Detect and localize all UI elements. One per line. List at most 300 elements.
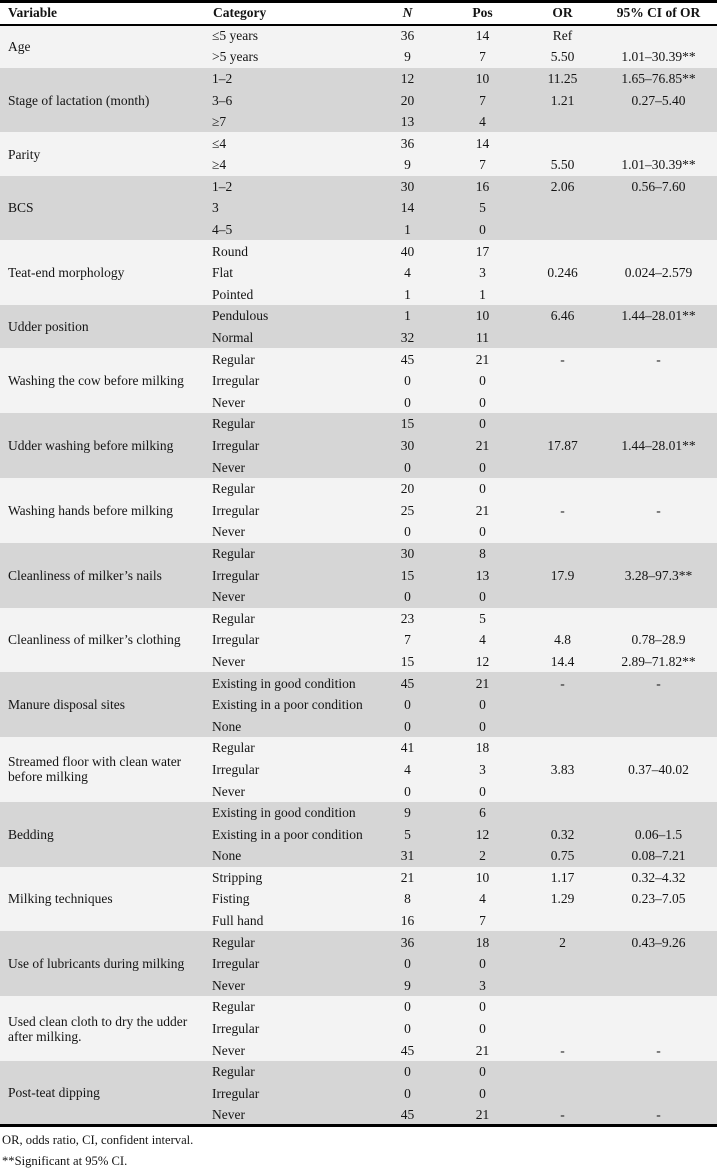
category-cell: Irregular — [205, 953, 375, 975]
variable-cell: Udder washing before milking — [0, 413, 205, 478]
or-cell — [525, 543, 600, 565]
ci-cell — [600, 737, 717, 759]
pos-cell: 21 — [440, 1039, 525, 1061]
category-cell: Irregular — [205, 629, 375, 651]
n-cell: 0 — [375, 716, 440, 738]
n-cell: 7 — [375, 629, 440, 651]
pos-cell: 3 — [440, 759, 525, 781]
table-row — [0, 413, 717, 435]
table-row — [0, 478, 717, 500]
footnote-abbreviations: OR, odds ratio, CI, confident interval. — [2, 1133, 194, 1148]
category-cell: 1–2 — [205, 176, 375, 198]
category-cell: Irregular — [205, 435, 375, 457]
table-head — [0, 2, 717, 25]
pos-cell: 0 — [440, 478, 525, 500]
n-cell: 0 — [375, 780, 440, 802]
category-cell: Existing in good condition — [205, 672, 375, 694]
ci-cell — [600, 1083, 717, 1105]
ci-cell — [600, 996, 717, 1018]
n-cell: 0 — [375, 586, 440, 608]
variable-cell: Cleanliness of milker’s clothing — [0, 608, 205, 673]
or-cell: 5.50 — [525, 46, 600, 68]
table-row — [0, 802, 717, 824]
pos-cell: 12 — [440, 823, 525, 845]
ci-cell — [600, 25, 717, 47]
variable-cell: Teat-end morphology — [0, 240, 205, 305]
variable-cell: Milking techniques — [0, 867, 205, 932]
pos-cell: 16 — [440, 176, 525, 198]
ci-cell — [600, 1061, 717, 1083]
category-cell: Never — [205, 651, 375, 673]
category-cell: Pendulous — [205, 305, 375, 327]
variable-cell: Age — [0, 25, 205, 68]
or-cell — [525, 219, 600, 241]
ci-cell: 0.08–7.21 — [600, 845, 717, 867]
ci-cell — [600, 219, 717, 241]
category-cell: Existing in a poor condition — [205, 694, 375, 716]
table-row — [0, 240, 717, 262]
table-row — [0, 68, 717, 90]
pos-cell: 1 — [440, 284, 525, 306]
or-cell: - — [525, 1104, 600, 1126]
pos-cell: 0 — [440, 219, 525, 241]
or-cell: 1.29 — [525, 888, 600, 910]
n-cell: 0 — [375, 694, 440, 716]
ci-cell: 2.89–71.82** — [600, 651, 717, 673]
ci-cell — [600, 608, 717, 630]
n-cell: 36 — [375, 25, 440, 47]
or-cell: 0.75 — [525, 845, 600, 867]
pos-cell: 18 — [440, 931, 525, 953]
category-cell: Never — [205, 456, 375, 478]
pos-cell: 4 — [440, 888, 525, 910]
pos-cell: 3 — [440, 262, 525, 284]
or-cell: 17.9 — [525, 564, 600, 586]
or-cell — [525, 521, 600, 543]
or-cell: - — [525, 672, 600, 694]
or-cell — [525, 1018, 600, 1040]
ci-cell — [600, 132, 717, 154]
pos-cell: 11 — [440, 327, 525, 349]
or-cell: - — [525, 1039, 600, 1061]
or-cell — [525, 1061, 600, 1083]
pos-cell: 21 — [440, 348, 525, 370]
category-cell: Regular — [205, 996, 375, 1018]
variable-cell: Post-teat dipping — [0, 1061, 205, 1126]
pos-cell: 0 — [440, 1018, 525, 1040]
ci-cell: 0.32–4.32 — [600, 867, 717, 889]
ci-cell — [600, 975, 717, 997]
pos-cell: 2 — [440, 845, 525, 867]
or-cell — [525, 413, 600, 435]
category-cell: 3 — [205, 197, 375, 219]
ci-cell — [600, 910, 717, 932]
n-cell: 0 — [375, 1061, 440, 1083]
pos-cell: 0 — [440, 996, 525, 1018]
pos-cell: 0 — [440, 413, 525, 435]
or-cell: 0.32 — [525, 823, 600, 845]
ci-cell: 0.78–28.9 — [600, 629, 717, 651]
or-cell — [525, 996, 600, 1018]
table-row — [0, 608, 717, 630]
pos-cell: 6 — [440, 802, 525, 824]
category-cell: Irregular — [205, 564, 375, 586]
or-cell: 2 — [525, 931, 600, 953]
n-cell: 9 — [375, 46, 440, 68]
n-cell: 12 — [375, 68, 440, 90]
or-cell: - — [525, 348, 600, 370]
n-cell: 0 — [375, 392, 440, 414]
category-cell: ≤5 years — [205, 25, 375, 47]
category-cell: ≤4 — [205, 132, 375, 154]
n-cell: 30 — [375, 543, 440, 565]
table-row — [0, 132, 717, 154]
pos-cell: 21 — [440, 672, 525, 694]
pos-cell: 7 — [440, 154, 525, 176]
ci-cell: - — [600, 672, 717, 694]
pos-cell: 14 — [440, 132, 525, 154]
pos-cell: 7 — [440, 89, 525, 111]
category-cell: Regular — [205, 348, 375, 370]
or-cell: - — [525, 500, 600, 522]
ci-cell — [600, 586, 717, 608]
n-cell: 5 — [375, 823, 440, 845]
n-cell: 1 — [375, 284, 440, 306]
column-header-category: Category — [205, 2, 375, 25]
ci-cell — [600, 694, 717, 716]
ci-cell: 0.43–9.26 — [600, 931, 717, 953]
pos-cell: 0 — [440, 694, 525, 716]
n-cell: 0 — [375, 953, 440, 975]
column-header-95-ci-of-or: 95% CI of OR — [600, 2, 717, 25]
n-cell: 9 — [375, 975, 440, 997]
table-row — [0, 931, 717, 953]
n-cell: 36 — [375, 132, 440, 154]
n-cell: 4 — [375, 759, 440, 781]
ci-cell: 0.024–2.579 — [600, 262, 717, 284]
ci-cell: 0.56–7.60 — [600, 176, 717, 198]
category-cell: Never — [205, 586, 375, 608]
category-cell: Regular — [205, 1061, 375, 1083]
or-cell — [525, 478, 600, 500]
or-cell: Ref — [525, 25, 600, 47]
ci-cell — [600, 240, 717, 262]
variable-cell: BCS — [0, 176, 205, 241]
n-cell: 0 — [375, 1083, 440, 1105]
pos-cell: 0 — [440, 1083, 525, 1105]
pos-cell: 5 — [440, 197, 525, 219]
n-cell: 1 — [375, 305, 440, 327]
ci-cell: 1.01–30.39** — [600, 46, 717, 68]
or-cell — [525, 197, 600, 219]
ci-cell: 1.44–28.01** — [600, 435, 717, 457]
pos-cell: 0 — [440, 780, 525, 802]
ci-cell — [600, 802, 717, 824]
or-cell — [525, 586, 600, 608]
footnote-significance: **Significant at 95% CI. — [2, 1153, 128, 1168]
category-cell: Regular — [205, 478, 375, 500]
pos-cell: 7 — [440, 46, 525, 68]
category-cell: Regular — [205, 931, 375, 953]
n-cell: 31 — [375, 845, 440, 867]
n-cell: 20 — [375, 478, 440, 500]
or-cell — [525, 370, 600, 392]
ci-cell: 1.65–76.85** — [600, 68, 717, 90]
category-cell: Regular — [205, 413, 375, 435]
or-cell — [525, 132, 600, 154]
n-cell: 32 — [375, 327, 440, 349]
n-cell: 21 — [375, 867, 440, 889]
n-cell: 1 — [375, 219, 440, 241]
or-cell: 3.83 — [525, 759, 600, 781]
table-row — [0, 672, 717, 694]
or-cell — [525, 1083, 600, 1105]
pos-cell: 21 — [440, 500, 525, 522]
ci-cell: - — [600, 500, 717, 522]
n-cell: 14 — [375, 197, 440, 219]
table-row — [0, 867, 717, 889]
category-cell: Flat — [205, 262, 375, 284]
table-body — [0, 25, 717, 1126]
or-cell: 5.50 — [525, 154, 600, 176]
n-cell: 30 — [375, 176, 440, 198]
category-cell: Never — [205, 1039, 375, 1061]
ci-cell: 0.23–7.05 — [600, 888, 717, 910]
category-cell: Fisting — [205, 888, 375, 910]
table-row — [0, 348, 717, 370]
pos-cell: 14 — [440, 25, 525, 47]
ci-cell — [600, 716, 717, 738]
ci-cell: 0.37–40.02 — [600, 759, 717, 781]
ci-cell: - — [600, 1039, 717, 1061]
or-cell: 17.87 — [525, 435, 600, 457]
variable-cell: Bedding — [0, 802, 205, 867]
variable-cell: Used clean cloth to dry the udder after milking. — [0, 996, 205, 1061]
pos-cell: 10 — [440, 867, 525, 889]
or-cell: 1.21 — [525, 89, 600, 111]
table-row — [0, 737, 717, 759]
category-cell: Round — [205, 240, 375, 262]
ci-cell — [600, 1018, 717, 1040]
pos-cell: 0 — [440, 370, 525, 392]
n-cell: 20 — [375, 89, 440, 111]
variable-cell: Washing the cow before milking — [0, 348, 205, 413]
or-cell — [525, 953, 600, 975]
ci-cell — [600, 413, 717, 435]
table-row — [0, 543, 717, 565]
n-cell: 45 — [375, 672, 440, 694]
category-cell: ≥7 — [205, 111, 375, 133]
category-cell: ≥4 — [205, 154, 375, 176]
pos-cell: 17 — [440, 240, 525, 262]
n-cell: 0 — [375, 1018, 440, 1040]
n-cell: 15 — [375, 413, 440, 435]
n-cell: 0 — [375, 521, 440, 543]
pos-cell: 13 — [440, 564, 525, 586]
category-cell: 4–5 — [205, 219, 375, 241]
pos-cell: 0 — [440, 586, 525, 608]
column-header-or: OR — [525, 2, 600, 25]
n-cell: 45 — [375, 348, 440, 370]
table-row — [0, 305, 717, 327]
category-cell: Normal — [205, 327, 375, 349]
ci-cell — [600, 327, 717, 349]
pos-cell: 12 — [440, 651, 525, 673]
n-cell: 41 — [375, 737, 440, 759]
n-cell: 36 — [375, 931, 440, 953]
pos-cell: 0 — [440, 456, 525, 478]
category-cell: 1–2 — [205, 68, 375, 90]
ci-cell: 1.01–30.39** — [600, 154, 717, 176]
pos-cell: 0 — [440, 392, 525, 414]
n-cell: 8 — [375, 888, 440, 910]
column-header-n: N — [375, 2, 440, 25]
category-cell: Never — [205, 392, 375, 414]
n-cell: 0 — [375, 456, 440, 478]
n-cell: 9 — [375, 154, 440, 176]
pos-cell: 4 — [440, 111, 525, 133]
ci-cell — [600, 370, 717, 392]
or-cell — [525, 910, 600, 932]
ci-cell — [600, 478, 717, 500]
or-cell: 1.17 — [525, 867, 600, 889]
or-cell — [525, 111, 600, 133]
or-cell — [525, 327, 600, 349]
pos-cell: 0 — [440, 521, 525, 543]
pos-cell: 10 — [440, 68, 525, 90]
category-cell: Existing in a poor condition — [205, 823, 375, 845]
table-row — [0, 176, 717, 198]
category-cell: 3–6 — [205, 89, 375, 111]
pos-cell: 0 — [440, 953, 525, 975]
category-cell: Pointed — [205, 284, 375, 306]
n-cell: 25 — [375, 500, 440, 522]
n-cell: 45 — [375, 1039, 440, 1061]
n-cell: 23 — [375, 608, 440, 630]
ci-cell: 0.06–1.5 — [600, 823, 717, 845]
ci-cell — [600, 284, 717, 306]
category-cell: Full hand — [205, 910, 375, 932]
category-cell: Regular — [205, 543, 375, 565]
category-cell: Never — [205, 1104, 375, 1126]
category-cell: >5 years — [205, 46, 375, 68]
n-cell: 0 — [375, 370, 440, 392]
table-row — [0, 25, 717, 47]
or-cell: 4.8 — [525, 629, 600, 651]
n-cell: 13 — [375, 111, 440, 133]
or-cell — [525, 240, 600, 262]
pos-cell: 18 — [440, 737, 525, 759]
table-footnotes — [0, 1127, 717, 1168]
ci-cell — [600, 392, 717, 414]
or-cell — [525, 694, 600, 716]
pos-cell: 21 — [440, 1104, 525, 1126]
pos-cell: 0 — [440, 716, 525, 738]
category-cell: Regular — [205, 608, 375, 630]
variable-cell: Manure disposal sites — [0, 672, 205, 737]
or-cell: 14.4 — [525, 651, 600, 673]
ci-cell: 0.27–5.40 — [600, 89, 717, 111]
n-cell: 0 — [375, 996, 440, 1018]
variable-cell: Use of lubricants during milking — [0, 931, 205, 996]
category-cell: Irregular — [205, 1018, 375, 1040]
category-cell: Never — [205, 975, 375, 997]
n-cell: 40 — [375, 240, 440, 262]
n-cell: 15 — [375, 564, 440, 586]
category-cell: Regular — [205, 737, 375, 759]
pos-cell: 7 — [440, 910, 525, 932]
n-cell: 16 — [375, 910, 440, 932]
ci-cell: 3.28–97.3** — [600, 564, 717, 586]
table-row — [0, 1061, 717, 1083]
variable-cell: Stage of lactation (month) — [0, 68, 205, 133]
or-cell: 0.246 — [525, 262, 600, 284]
or-cell — [525, 975, 600, 997]
table-row — [0, 996, 717, 1018]
column-header-pos: Pos — [440, 2, 525, 25]
or-cell: 6.46 — [525, 305, 600, 327]
or-cell: 2.06 — [525, 176, 600, 198]
category-cell: Never — [205, 780, 375, 802]
or-cell — [525, 737, 600, 759]
pos-cell: 10 — [440, 305, 525, 327]
variable-cell: Washing hands before milking — [0, 478, 205, 543]
pos-cell: 21 — [440, 435, 525, 457]
n-cell: 30 — [375, 435, 440, 457]
header-row — [0, 2, 717, 25]
variable-cell: Udder position — [0, 305, 205, 348]
or-cell — [525, 780, 600, 802]
category-cell: Existing in good condition — [205, 802, 375, 824]
ci-cell: - — [600, 1104, 717, 1126]
ci-cell: 1.44–28.01** — [600, 305, 717, 327]
category-cell: Never — [205, 521, 375, 543]
pos-cell: 0 — [440, 1061, 525, 1083]
ci-cell — [600, 953, 717, 975]
or-cell — [525, 802, 600, 824]
n-cell: 45 — [375, 1104, 440, 1126]
category-cell: Irregular — [205, 1083, 375, 1105]
or-cell — [525, 284, 600, 306]
n-cell: 4 — [375, 262, 440, 284]
or-cell — [525, 456, 600, 478]
n-cell: 15 — [375, 651, 440, 673]
ci-cell: - — [600, 348, 717, 370]
ci-cell — [600, 521, 717, 543]
category-cell: Irregular — [205, 370, 375, 392]
ci-cell — [600, 456, 717, 478]
pos-cell: 4 — [440, 629, 525, 651]
or-cell — [525, 716, 600, 738]
category-cell: None — [205, 716, 375, 738]
or-cell — [525, 608, 600, 630]
ci-cell — [600, 780, 717, 802]
column-header-variable: Variable — [0, 2, 205, 25]
variable-cell: Streamed floor with clean water before milking — [0, 737, 205, 802]
ci-cell — [600, 197, 717, 219]
or-cell — [525, 392, 600, 414]
or-cell: 11.25 — [525, 68, 600, 90]
variable-cell: Parity — [0, 132, 205, 175]
category-cell: Irregular — [205, 759, 375, 781]
pos-cell: 3 — [440, 975, 525, 997]
pos-cell: 5 — [440, 608, 525, 630]
category-cell: None — [205, 845, 375, 867]
n-cell: 9 — [375, 802, 440, 824]
variable-cell: Cleanliness of milker’s nails — [0, 543, 205, 608]
category-cell: Stripping — [205, 867, 375, 889]
ci-cell — [600, 111, 717, 133]
